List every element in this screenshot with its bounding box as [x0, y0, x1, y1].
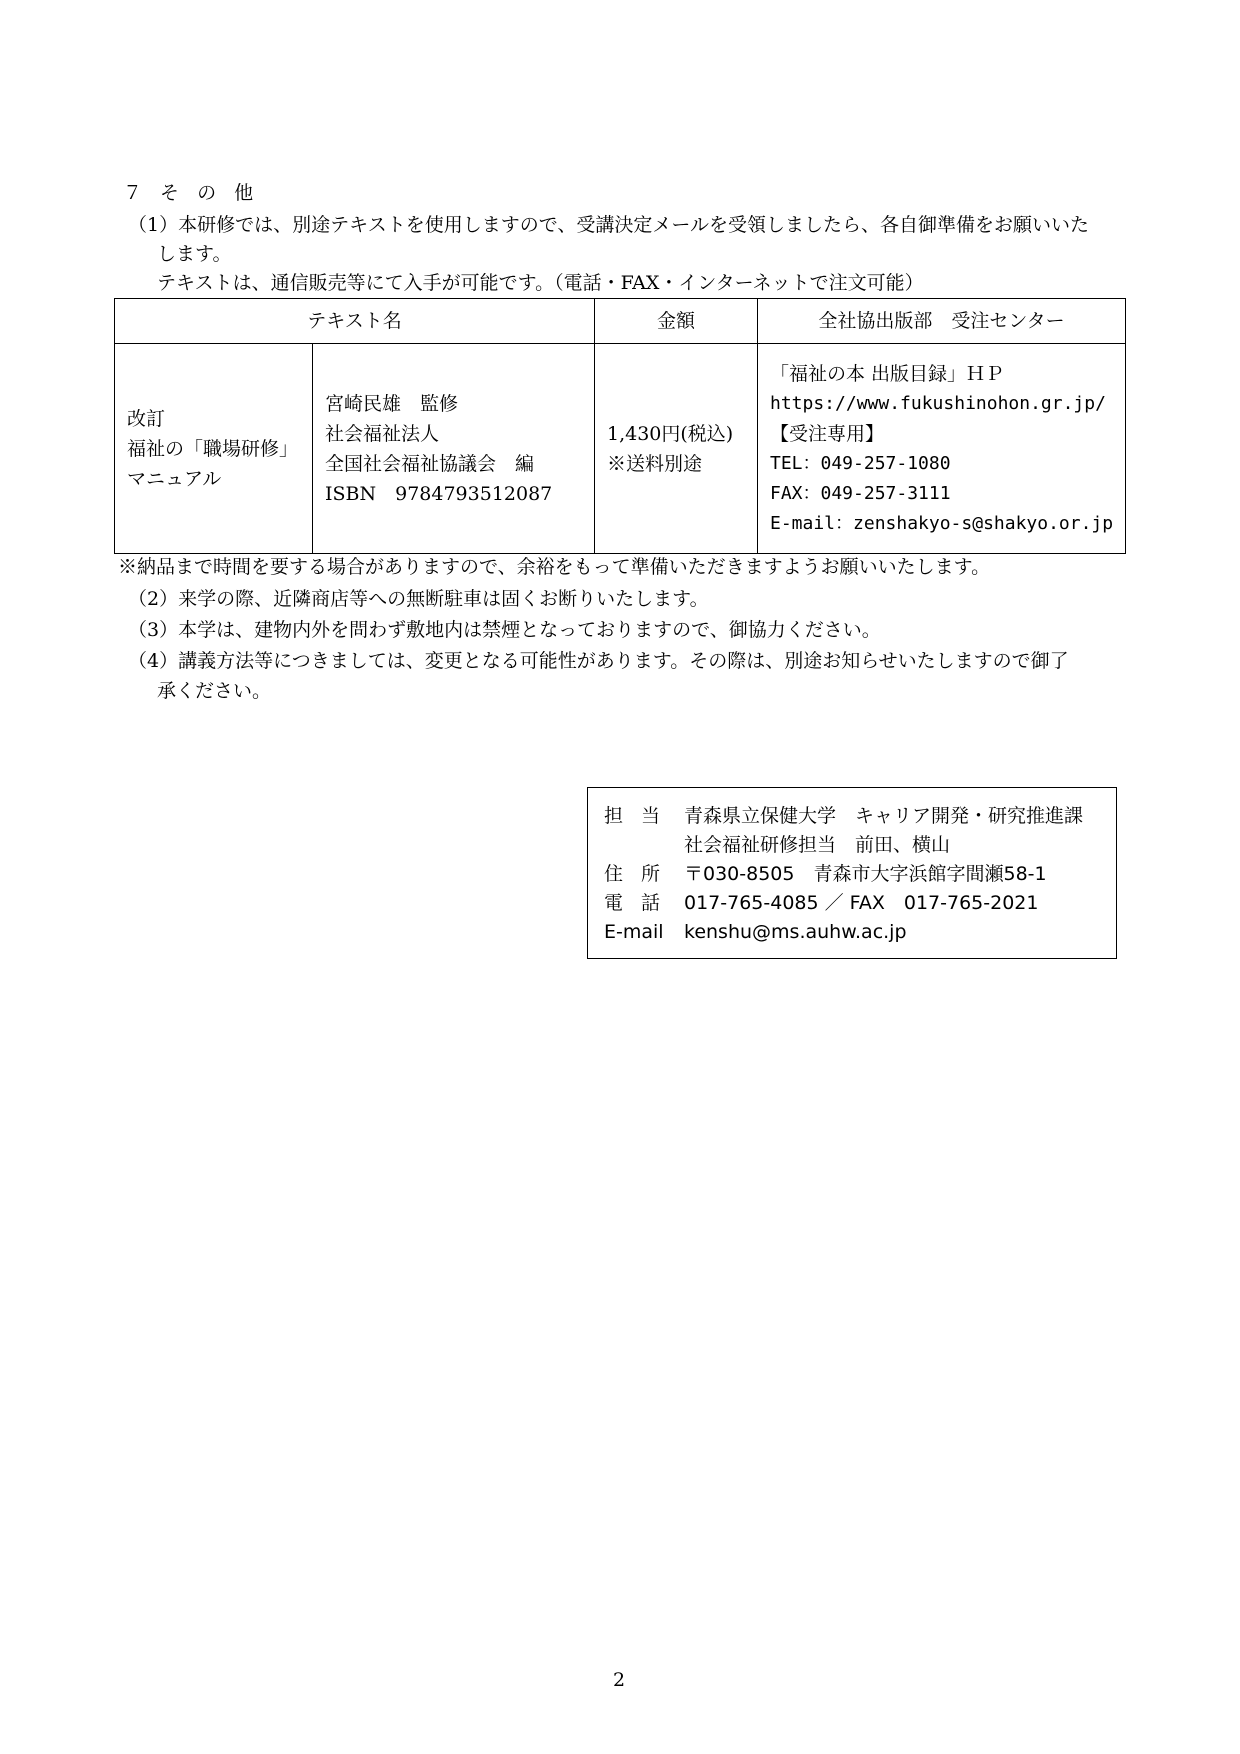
shipping-note: ※送料別途	[607, 452, 703, 475]
catalog-label: 「福祉の本 出版目録」ＨＰ	[770, 362, 1005, 385]
book-author-cell	[313, 344, 595, 554]
header-publisher: 全社協出版部 受注センター	[758, 299, 1126, 344]
publisher-fax: FAX：049-257-3111	[770, 482, 951, 504]
contact-person-label: 担 当	[604, 805, 667, 827]
section-heading: ７ そ の 他	[123, 182, 260, 204]
orders-label: 【受注専用】	[770, 422, 885, 445]
contact-phone: 017-765-4085 ／ FAX 017-765-2021	[684, 892, 1039, 914]
publisher-tel: TEL：049-257-1080	[770, 452, 951, 474]
note-1-text: （1）本研修では、別途テキストを使用しますので、受講決定メールを受領しましたら、各自御準備をお願いいた	[128, 214, 1089, 236]
page-number: 2	[613, 1669, 626, 1691]
delivery-note: ※納品まで時間を要する場合がありますので、余裕をもって準備いただきますようお願いいたします。	[118, 556, 991, 578]
table-header-row	[115, 299, 1126, 344]
book-title-line: 改訂	[127, 407, 166, 430]
table-row	[115, 344, 1126, 554]
contact-phone-row	[604, 889, 1038, 918]
text-availability-note: テキストは、通信販売等にて入手が可能です。（電話・FAX・インターネットで注文可能）	[157, 272, 924, 294]
book-price: 1,430円(税込)	[607, 422, 734, 445]
contact-email-label: E-mail	[604, 921, 664, 943]
note-4-continued: 承ください。	[157, 680, 272, 702]
note-1-text-continued: します。	[157, 243, 232, 265]
contact-address: 〒030-8505 青森市大字浜館字間瀬58-1	[684, 863, 1047, 885]
note-4-lecture-change: （4）講義方法等につきましては、変更となる可能性があります。その際は、別途お知らせいたしますので御了	[128, 650, 1069, 672]
note-3-smoking: （3）本学は、建物内外を問わず敷地内は禁煙となっておりますので、御協力ください。	[128, 619, 881, 641]
book-title-line: 福祉の「職場研修」	[127, 437, 299, 460]
contact-address-label: 住 所	[604, 863, 667, 885]
book-title-cell	[115, 344, 313, 554]
book-price-cell	[595, 344, 758, 554]
publisher-contact-cell	[758, 344, 1126, 554]
contact-email-row	[604, 918, 907, 947]
book-author-line: 社会福祉法人	[325, 422, 440, 445]
contact-person-dept: 青森県立保健大学 キャリア開発・研究推進課	[684, 805, 1084, 827]
contact-person-names: 社会福祉研修担当 前田、横山	[684, 834, 951, 856]
book-title-line: マニュアル	[127, 467, 222, 490]
publisher-email[interactable]: E-mail：zenshakyo-s@shakyo.or.jp	[770, 512, 1114, 534]
contact-box	[587, 787, 1117, 959]
contact-email[interactable]: kenshu@ms.auhw.ac.jp	[684, 921, 907, 943]
header-price: 金額	[595, 299, 758, 344]
catalog-url[interactable]: https://www.fukushinohon.gr.jp/	[770, 392, 1106, 414]
contact-person-row-2	[604, 831, 950, 860]
note-2-parking: （2）来学の際、近隣商店等への無断駐車は固くお断りいたします。	[128, 588, 709, 610]
contact-person-row	[604, 802, 1083, 831]
book-author-line: 宮崎民雄 監修	[325, 392, 459, 415]
book-author-line: 全国社会福祉協議会 編	[325, 452, 535, 475]
textbook-table	[114, 298, 1126, 554]
header-text-name: テキスト名	[115, 299, 595, 344]
contact-address-row	[604, 860, 1047, 889]
book-isbn: ISBN 9784793512087	[325, 482, 553, 505]
contact-phone-label: 電 話	[604, 892, 667, 914]
